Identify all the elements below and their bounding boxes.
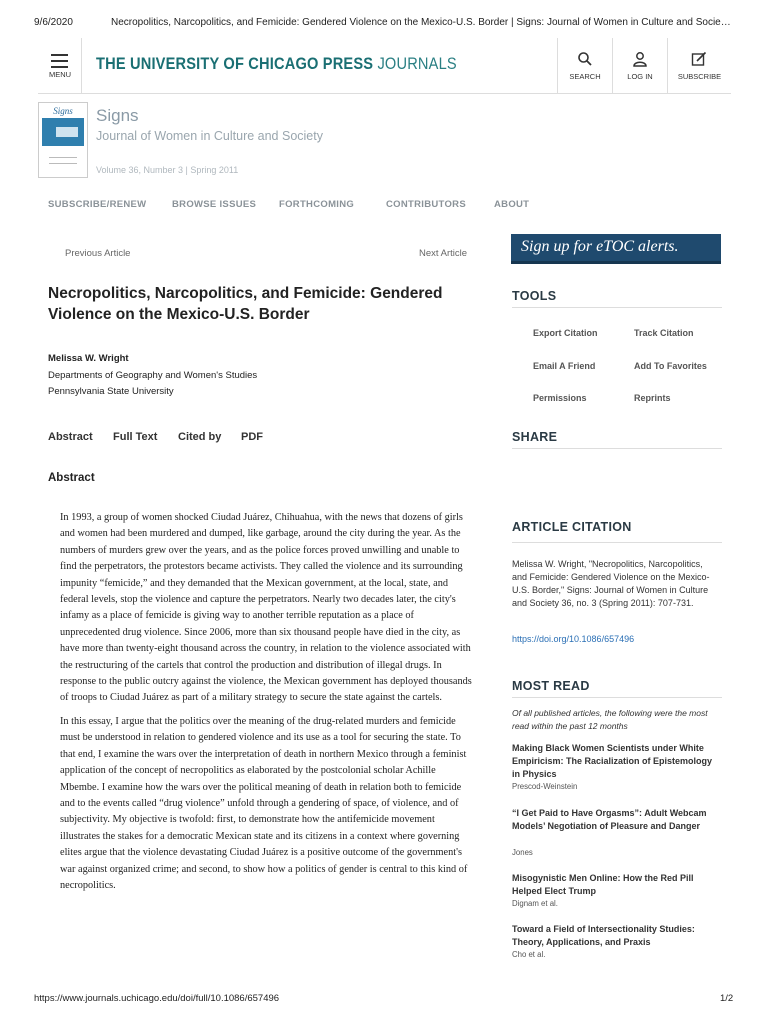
- site-header: [38, 38, 731, 94]
- divider: [512, 697, 722, 698]
- issue-info[interactable]: Volume 36, Number 3 | Spring 2011: [96, 165, 239, 175]
- edit-icon: [691, 51, 707, 67]
- tab-abstract[interactable]: Abstract: [48, 431, 93, 443]
- journal-cover[interactable]: [38, 102, 88, 178]
- abstract-paragraph: In this essay, I argue that the politics over the meaning of the drug-related murders and femicide must be understood in relation to gendered violence and its use as a tool for securing the state. To that end, I examine the wars over the interpretation of death in northern Mexico through a feminist application of the concept of necropolitics as elaborated by the postcolonial scholar Achille Mbembe. I examine how the wars over the political meaning of death in relation both to femicide and to the events called “drug violence” unfold through a gendering of space, of violence, and of subjectivity. My objective is twofold: first, to demonstrate how the antifemicide movement illustrates the stakes for a democratic Mexican state and its citizens in a context where governing elites argue that the violence devastating Ciudad Juárez is a positive outcome of the government's war against organized crime; and second, to show how a politics of gender is central to this kind of necropolitics.: [60, 715, 468, 891]
- menu-button[interactable]: [38, 38, 82, 94]
- nav-contributors[interactable]: CONTRIBUTORS: [386, 199, 466, 210]
- search-label: SEARCH: [569, 72, 601, 81]
- most-read-heading: MOST READ: [512, 679, 590, 693]
- doi-link[interactable]: https://doi.org/10.1086/657496: [512, 634, 635, 644]
- author-name[interactable]: Melissa W. Wright: [48, 353, 129, 364]
- export-citation-link[interactable]: Export Citation: [533, 328, 598, 338]
- cover-art: [42, 118, 84, 146]
- site-logo[interactable]: [96, 54, 457, 74]
- share-heading: SHARE: [512, 430, 558, 444]
- abstract-paragraph: In 1993, a group of women shocked Ciudad Juárez, Chihuahua, with the news that dozens of girls and women had been murdered and dumped, like garbage, around the city during the year. As the numbers of murders grew over the years, and as the police forces proved unwilling and unable to find the perpetrators, the protestors became activists. They called the violence and its surrounding impunity “femicide,” and they demanded that the Mexican government, at the local, state, and federal levels, stop the violence and capture the perpetrators. Nearly two decades later, the city's infamy as a place of femicide is giving way to another terrible reputation as a place of unprecedented drug violence. Since 2006, more than six thousand people have died in the city, as have more than twenty-eight thousand across the country, in relation to the violence associated with the restructuring of the cartels that control the production and distribution of illegal drugs. In response to the public outcry against the violence, the Mexican government has deployed thousands of troops to Ciudad Juárez as part of a military strategy to secure the state against the cartels.: [60, 512, 472, 704]
- tab-cited-by[interactable]: Cited by: [178, 431, 222, 443]
- print-page-title: Necropolitics, Narcopolitics, and Femicide: Gendered Violence on the Mexico-U.S. Border | Signs: Journal of Women in Culture and Socie…: [111, 17, 731, 28]
- divider: [512, 307, 722, 308]
- etoc-signup-banner[interactable]: [511, 234, 721, 264]
- most-read-intro: Of all published articles, the following were the most read within the past 12 months: [512, 708, 708, 731]
- search-button[interactable]: [557, 38, 612, 94]
- next-article-link[interactable]: Next Article: [419, 248, 468, 259]
- journal-header: [38, 102, 731, 182]
- most-read-author: Cho et al.: [512, 950, 546, 959]
- add-to-favorites-link[interactable]: Add To Favorites: [634, 361, 707, 371]
- article-title: Necropolitics, Narcopolitics, and Femicide: Gendered Violence on the Mexico-U.S. Border: [48, 285, 443, 323]
- most-read-article-link[interactable]: “I Get Paid to Have Orgasms”: Adult Webcam Models’ Negotiation of Pleasure and Danger: [512, 808, 707, 831]
- tab-pdf[interactable]: PDF: [241, 431, 263, 443]
- menu-label: MENU: [48, 70, 72, 79]
- most-read-article-link[interactable]: Misogynistic Men Online: How the Red Pill Helped Elect Trump: [512, 873, 694, 896]
- journal-subtitle: Journal of Women in Culture and Society: [96, 129, 323, 143]
- nav-browse-issues[interactable]: BROWSE ISSUES: [172, 199, 257, 210]
- user-icon: [632, 51, 648, 67]
- brand-name: THE UNIVERSITY OF CHICAGO PRESS: [96, 54, 374, 73]
- most-read-author: Dignam et al.: [512, 899, 558, 908]
- hamburger-icon: [51, 54, 68, 67]
- most-read-author: Jones: [512, 848, 533, 857]
- nav-about[interactable]: ABOUT: [494, 199, 530, 210]
- article-citation-heading: ARTICLE CITATION: [512, 520, 632, 534]
- abstract-body: [60, 510, 476, 901]
- subscribe-button[interactable]: [667, 38, 731, 94]
- cover-rule: [49, 157, 77, 158]
- print-header: [0, 0, 768, 40]
- reprints-link[interactable]: Reprints: [634, 393, 671, 403]
- email-friend-link[interactable]: Email A Friend: [533, 361, 596, 371]
- divider: [512, 448, 722, 449]
- cover-rule: [49, 163, 77, 164]
- nav-subscribe-renew[interactable]: SUBSCRIBE/RENEW: [48, 199, 147, 210]
- login-label: LOG IN: [627, 72, 653, 81]
- search-icon: [577, 51, 593, 67]
- permissions-link[interactable]: Permissions: [533, 393, 587, 403]
- most-read-author: Prescod-Weinstein: [512, 782, 578, 791]
- subscribe-label: SUBSCRIBE: [677, 72, 722, 81]
- login-button[interactable]: [612, 38, 667, 94]
- print-date: 9/6/2020: [34, 17, 73, 28]
- abstract-heading: Abstract: [48, 472, 95, 484]
- nav-forthcoming[interactable]: FORTHCOMING: [279, 199, 355, 210]
- print-page-number: 1/2: [720, 993, 734, 1004]
- journal-title[interactable]: Signs: [96, 106, 139, 125]
- most-read-article-link[interactable]: Making Black Women Scientists under White Empiricism: The Racialization of Epistemology in Physics: [512, 743, 713, 779]
- previous-article-link[interactable]: Previous Article: [65, 248, 131, 259]
- tab-full-text[interactable]: Full Text: [113, 431, 158, 443]
- author-affiliation: Departments of Geography and Women's Studies: [48, 370, 258, 381]
- author-affiliation: Pennsylvania State University: [48, 386, 174, 397]
- track-citation-link[interactable]: Track Citation: [634, 328, 694, 338]
- divider: [512, 542, 722, 543]
- etoc-label: Sign up for eTOC alerts.: [521, 238, 679, 255]
- brand-journals: JOURNALS: [377, 54, 457, 73]
- citation-text: Melissa W. Wright, "Necropolitics, Narcopolitics, and Femicide: Gendered Violence on the Mexico-U.S. Border," Signs: Journal of Women in Culture and Society 36, no. 3 (Spring 2011): 707-731.: [512, 559, 710, 608]
- print-footer-url: https://www.journals.uchicago.edu/doi/full/10.1086/657496: [34, 993, 280, 1004]
- cover-title: Signs: [53, 106, 73, 116]
- most-read-article-link[interactable]: Toward a Field of Intersectionality Studies: Theory, Applications, and Praxis: [512, 924, 695, 947]
- tools-heading: TOOLS: [512, 289, 557, 303]
